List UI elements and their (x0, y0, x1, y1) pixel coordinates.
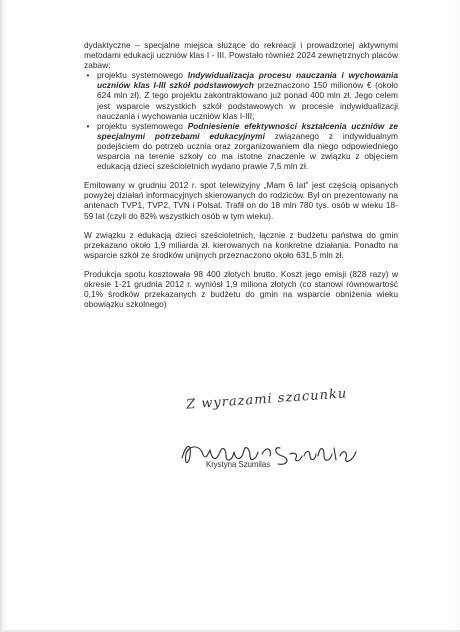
project-lead: projektu systemowego (97, 70, 183, 81)
paragraph-facilities: dydaktyczne – specjalne miejsca służące do rekreacji i prowadzonej aktywnymi metodami edukacji uczniów klas I - III. Powstało również 2024 zewnętrznych placów zabaw; (84, 40, 398, 71)
paragraph-tv-spot: Emitowany w grudniu 2012 r. spot telewizyjny „Mam 6 lat” jest częścią opisanych powyżej działań informacyjnych skierowanych do rodziców. Był on prezentowany na antenach TVP1, TVP2, TVN i Polsat. Trafił on do 18 mln 780 tys. osób w wieku 18-59 lat (czyli do 82% wszystkich osób w tym wieku). (84, 180, 398, 221)
handwritten-closing: Z wyrazami szacunku (185, 386, 348, 413)
project-title: Indywidualizacja procesu nauczania i wychowania uczniów klas I-III szkół podstawowych (97, 70, 398, 91)
bullet-icon: • (86, 70, 90, 81)
project-lead: projektu systemowego (97, 120, 183, 131)
spacer (84, 171, 398, 180)
project-list (84, 70, 398, 171)
project-description: przeznaczono 150 milionów € (około 624 mln zł). Z tego projektu zakontraktowano już ponad 400 mln zł. Jego celem jest wsparcie wszystkich szkół podstawowych w procesie indywidualizacji nauczania i wychowania uczniów klas I-III; (97, 80, 398, 121)
paragraph-funding: W związku z edukacją dzieci sześcioletnich, łącznie z budżetu państwa do gmin przekazano około 1,9 miliarda zł. kierowanych na konkretne działania. Ponadto na wsparcie szkół ze środków unijnych przeznaczono około 631,5 mln zł. (84, 229, 398, 260)
spacer (84, 260, 398, 269)
list-item-individualization (84, 70, 398, 120)
signatory-name: Krystyna Szumilas (206, 460, 271, 469)
project-title: Podniesienie efektywności kształcenia uczniów ze specjalnymi potrzebami edukacyjnymi (97, 120, 398, 141)
project-description: związanego z indywidualnym podejściem do potrzeb ucznia oraz zorganizowaniem dla niego odpowiedniego wsparcia na terenie szkoły co ma istotne znaczenie w związku z objęciem edukacją dzieci sześcioletnich wydano prawie 7,5 mln zł. (97, 130, 398, 172)
document-body (84, 40, 398, 309)
list-item-special-needs (84, 121, 398, 171)
paragraph-spot-cost: Produkcja spotu kosztowała 98 400 złotych brutto. Koszt jego emisji (828 razy) w okresie 1-21 grudnia 2012 r. wyniósł 1,9 miliona złotych (co stanowi równowartość 0,1% środków przekazanych z budżetu do gmin na wsparcie obniżenia wieku obowiązku szkolnego) (84, 268, 398, 310)
spacer (84, 221, 398, 230)
bullet-icon: • (86, 120, 90, 131)
